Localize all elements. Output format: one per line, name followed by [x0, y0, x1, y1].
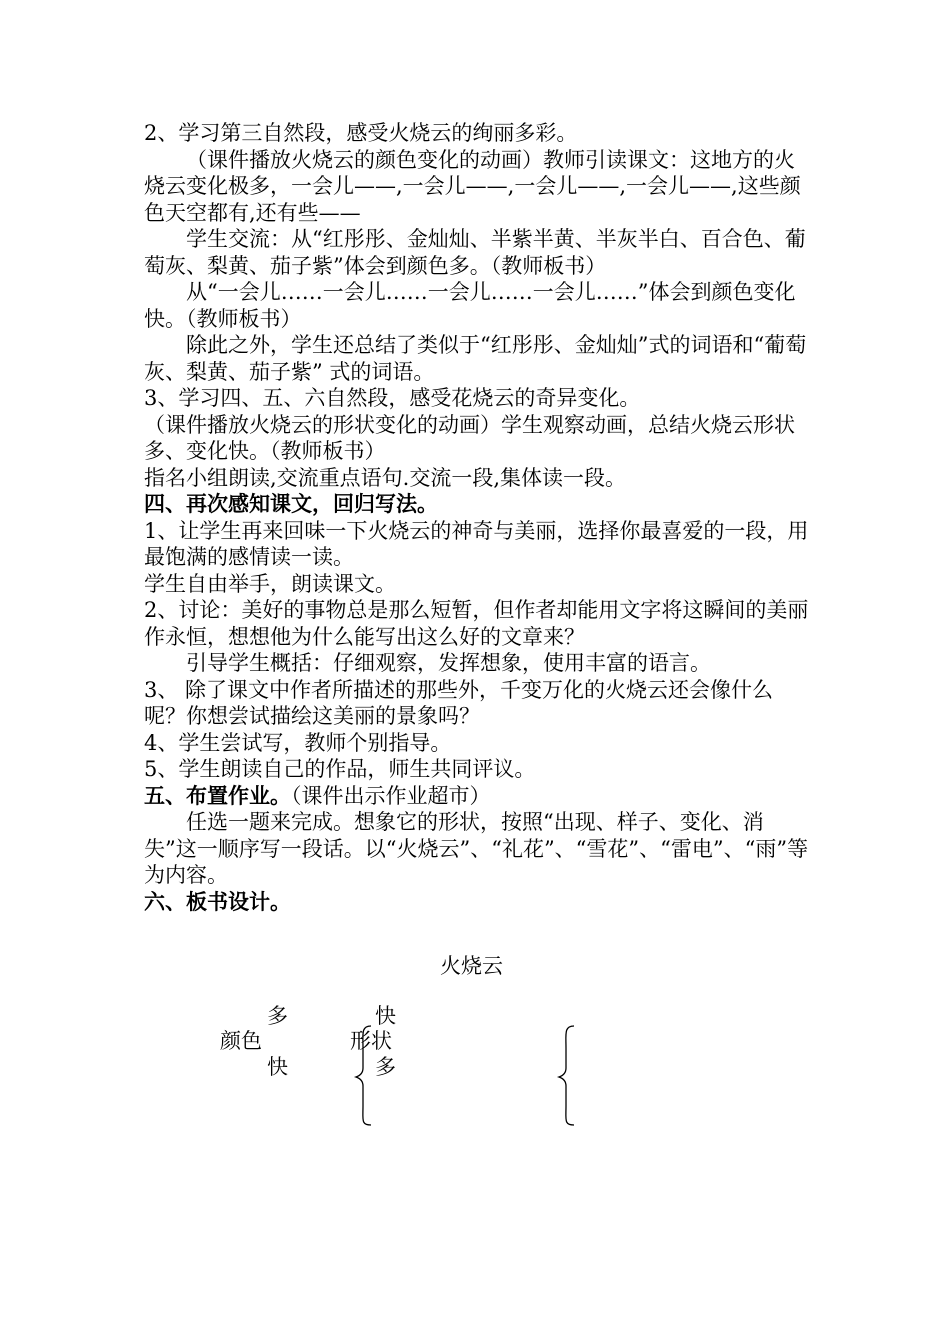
paragraph: （课件播放火烧云的形状变化的动画）学生观察动画，总结火烧云形状多、变化快。（教师板书）	[144, 412, 795, 463]
section-heading: 六、板书设计。	[144, 888, 291, 914]
paragraph: 1、让学生再来回味一下火烧云的神奇与美丽，选择你最喜爱的一段，用最饱满的感情读一读。	[144, 518, 809, 569]
paragraph: 引导学生概括：仔细观察，发挥想象，使用丰富的语言。	[186, 651, 711, 675]
board-shape-label: 形状	[350, 1029, 392, 1053]
paragraph: 3、 除了课文中作者所描述的那些外，千变万化的火烧云还会像什么呢？你想尝试描绘这美丽的景象吗？	[144, 677, 774, 728]
paragraph: （课件播放火烧云的颜色变化的动画）教师引读课文：这地方的火烧云变化极多，一会儿——,一会儿——,一会儿——,一会儿——,这些颜色天空都有,还有些——	[144, 147, 801, 225]
paragraph: 指名小组朗读,交流重点语句.交流一段,集体读一段。	[144, 465, 627, 490]
board-color-bottom: 快	[267, 1055, 288, 1079]
paragraph: 2、学习第三自然段，感受火烧云的绚丽多彩。	[144, 121, 578, 145]
homework-heading-note: （课件出示作业超市）	[291, 783, 491, 808]
section-heading	[144, 783, 814, 810]
paragraph: 从“一会儿……一会儿……一会儿……一会儿……”体会到颜色变化快。（教师板书）	[144, 280, 796, 331]
board-color-top: 多	[267, 1004, 288, 1028]
paragraph: 学生交流：从“红彤彤、金灿灿、半紫半黄、半灰半白、百合色、葡萄灰、梨黄、茄子紫”体会到颜色多。（教师板书）	[144, 227, 806, 278]
paragraph: 2、讨论：美好的事物总是那么短暂，但作者却能用文字将这瞬间的美丽作永恒，想想他为什么能写出这么好的文章来？	[144, 598, 809, 649]
paragraph: 任选一题来完成。想象它的形状，按照“出现、样子、变化、消失”这一顺序写一段话。以“火烧云”、“礼花”、“雪花”、“雷电”、“雨”等为内容。	[144, 810, 809, 887]
paragraph: 学生自由举手，朗读课文。	[144, 571, 396, 596]
paragraph: 4、学生尝试写，教师个别指导。	[144, 730, 452, 755]
board-shape-top: 快	[375, 1004, 396, 1028]
homework-heading-bold: 五、布置作业。	[144, 782, 291, 808]
board-color-label: 颜色	[220, 1029, 262, 1053]
paragraph: 3、学习四、五、六自然段，感受花烧云的奇异变化。	[144, 386, 641, 410]
section-heading: 四、再次感知课文，回归写法。	[144, 491, 438, 516]
left-brace-icon	[355, 1024, 375, 1128]
right-brace-icon	[558, 1024, 578, 1128]
paragraph: 5、学生朗读自己的作品，师生共同评议。	[144, 757, 536, 781]
board-shape-bottom: 多	[375, 1055, 396, 1079]
paragraph: 除此之外，学生还总结了类似于“红彤彤、金灿灿”式的词语和“葡萄灰、梨黄、茄子紫” 式的词语。	[144, 333, 807, 384]
board-title: 火烧云	[440, 954, 503, 978]
lesson-content	[144, 120, 814, 915]
